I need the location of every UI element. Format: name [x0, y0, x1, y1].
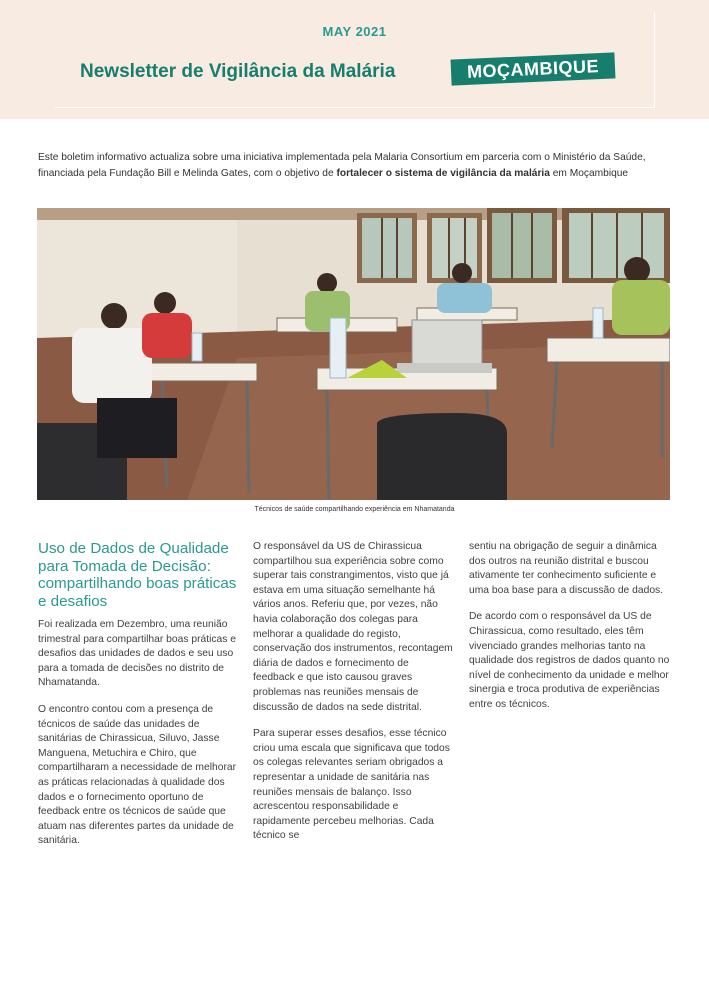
classroom-photo-illustration: [37, 208, 670, 500]
intro-text-start: Este boletim informativo actualiza sobre uma iniciativa implementada pela Malaria Consortium em parceria com o Ministério da Saúde, financiada pela Fundação Bill e Melinda Gates, com o objetivo de: [38, 152, 646, 179]
article-heading: Uso de Dados de Qualidade para Tomada de Decisão: compartilhando boas práticas e desafios: [38, 540, 237, 610]
article-column-1: [38, 540, 238, 861]
country-badge: MOÇAMBIQUE: [451, 52, 616, 85]
article-paragraph: De acordo com o responsável da US de Chirassicua, como resultado, eles têm vivenciado grandes melhorias tanto na qualidade dos registros de dados quanto no nível de conhecimento da unidade e melhor sinergia e troca produtiva de experiências entre os técnicos.: [469, 611, 670, 710]
article-paragraph: sentiu na obrigação de seguir a dinâmica dos outros na reunião distrital e buscou ativamente ter conhecimento suficiente e uma boa base para a discussão de dados.: [469, 541, 664, 596]
article-paragraph: Foi realizada em Dezembro, uma reunião trimestral para compartilhar boas práticas e desafios das unidades de dados e seu uso para a tomada de decisões no distrito de Nhamatanda.: [38, 619, 237, 689]
intro-bold: fortalecer o sistema de vigilância da malária: [336, 168, 550, 179]
newsletter-title: Newsletter de Vigilância da Malária: [80, 61, 396, 82]
article-column-3: [469, 540, 674, 725]
issue-date: MAY 2021: [322, 24, 387, 39]
article-paragraph: Para superar esses desafios, esse técnico criou uma escala que significava que todos os colegas relevantes seriam obrigados a representar a unidade de sanitária nas reuniões mensais de balanço. Isso acrescentou responsabilidade e rapidamente percebeu melhorias. Cada técnico se: [253, 728, 450, 842]
photo-caption: Técnicos de saúde compartilhando experiência em Nhamatanda: [254, 506, 455, 513]
article-paragraph: O encontro contou com a presença de técnicos de saúde das unidades de sanitárias de Chirassicua, Siluvo, Jasse Manguena, Metuchira e Chiro, que compartilharam a necessidade de melhorar as práticas relacionadas à qualidade dos dados e o fornecimento oportuno de feedback entre os técnicos de saúde que atuam nas diferentes partes da unidade de sanitária.: [38, 703, 237, 847]
article-paragraph: O responsável da US de Chirassicua compartilhou sua experiência sobre como superar tais constrangimentos, visto que já estava em uma situação semelhante há vários anos. Referiu que, por vezes, não havia colaboração dos colegas para melhorar a qualidade do registo, conservação dos instrumentos, recontagem diária de dados e fornecimento de feedback e que isto causou graves problemas nas reuniões mensais de discussão de dados na sede distrital.: [253, 541, 453, 713]
article-column-2: [253, 540, 453, 856]
classroom-photo: [37, 208, 670, 500]
intro-paragraph: [38, 150, 673, 182]
intro-text-end: em Moçambique: [549, 168, 629, 179]
